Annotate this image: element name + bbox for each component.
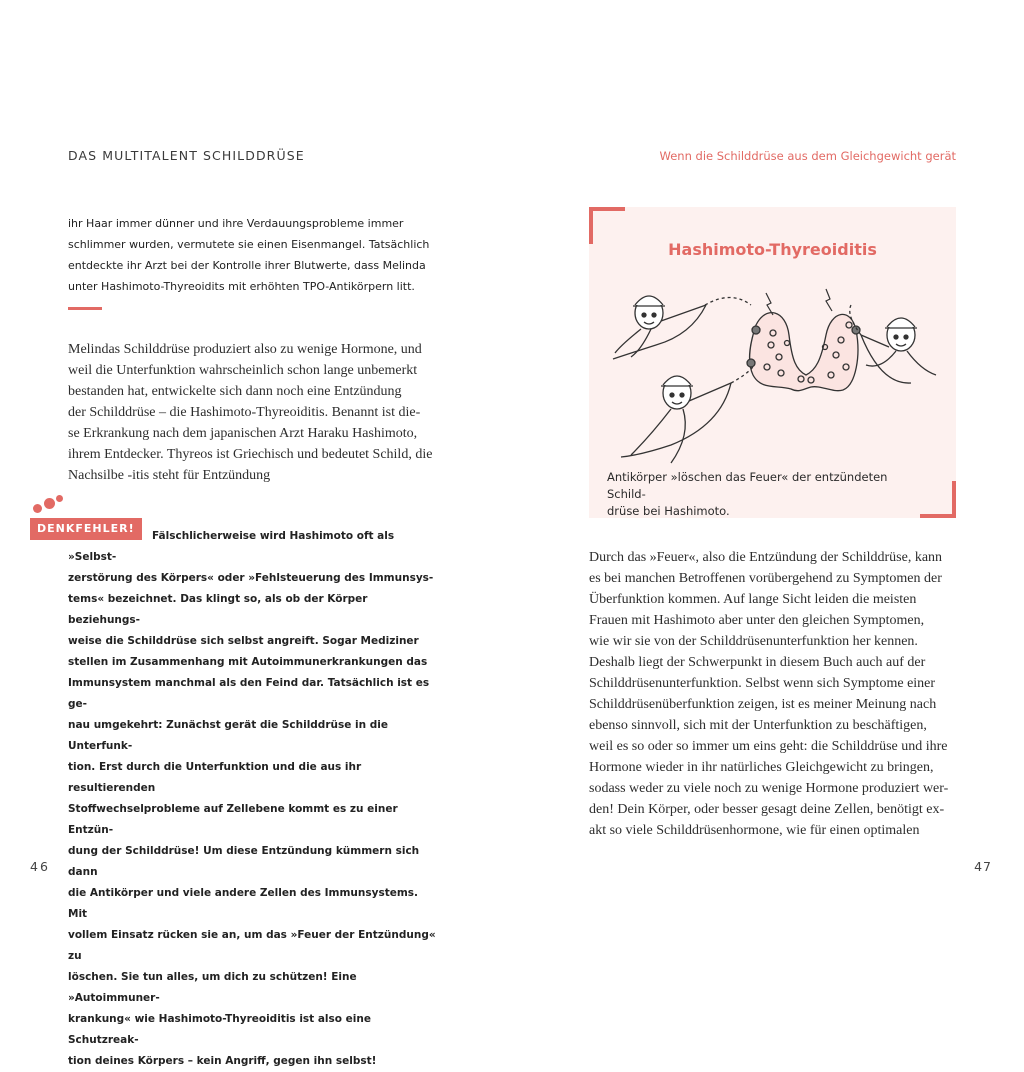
text-line-content: Fälschlicherweise wird Hashimoto oft als »Selbst- [68,530,395,563]
text-line: dung der Schilddrüse! Um diese Entzündung kümmern sich dann [68,845,420,878]
text-line: Hormone wieder in ihr natürliches Gleichgewicht zu bringen, [589,760,934,775]
text-line: Schilddrüsenüberfunktion zeigen, ist es meiner Meinung nach [589,697,937,712]
body-paragraph-left [68,339,440,486]
caption-line: drüse bei Hashimoto. [607,504,730,518]
text-line: bestanden hat, entwickelte sich dann noch eine Entzündung [68,384,402,399]
text-line: schlimmer wurden, vermutete sie einen Eisenmangel. Tatsächlich [68,238,430,251]
text-line: der Schilddrüse – die Hashimoto-Thyreoiditis. Benannt ist die- [68,405,421,420]
text-line: unter Hashimoto-Thyreoidits mit erhöhten TPO-Antikörpern litt. [68,280,415,293]
text-line: Stoffwechselprobleme auf Zellebene kommt es zu einer Entzün- [68,803,398,836]
text-line: Überfunktion kommen. Auf lange Sicht leiden die meisten [589,592,917,607]
text-line: akt so viele Schilddrüsenhormone, wie für einen optimalen [589,823,920,838]
text-line: Frauen mit Hashimoto aber unter den gleichen Symptomen, [589,613,925,628]
running-head-right: Wenn die Schilddrüse aus dem Gleichgewicht gerät [659,149,956,163]
text-line: zerstörung des Körpers« oder »Fehlsteuerung des Immunsys- [68,572,434,584]
text-line: Durch das »Feuer«, also die Entzündung der Schilddrüse, kann [589,550,943,565]
info-box [589,207,956,518]
body-paragraph-right [589,547,959,841]
text-line: Immunsystem manchmal als den Feind dar. Tatsächlich ist es ge- [68,677,430,710]
text-line: stellen im Zusammenhang mit Autoimmunerkrankungen das [68,656,428,668]
text-line: vollem Einsatz rücken sie an, um das »Feuer der Entzündung« zu [68,929,436,962]
text-line: krankung« wie Hashimoto-Thyreoiditis ist also eine Schutzreak- [68,1013,371,1046]
page-number-left: 46 [30,859,50,874]
text-line: ihr Haar immer dünner und ihre Verdauungsprobleme immer [68,217,404,230]
antibody-character-icon [631,367,753,463]
text-line: den! Dein Körper, oder besser gesagt deine Zellen, benötigt ex- [589,802,945,817]
denkfehler-tag: DENKFEHLER! [30,518,142,540]
intro-paragraph [68,213,448,297]
text-line: weil die Unterfunktion wahrscheinlich schon lange unbemerkt [68,363,418,378]
page-number-right: 47 [974,859,992,874]
text-line: die Antikörper und viele andere Zellen des Immunsystems. Mit [68,887,419,920]
thyroid-illustration [611,275,941,465]
text-line: weil es so oder so immer um eins geht: die Schilddrüse und ihre [589,739,948,754]
accent-divider [68,307,102,310]
text-line: Melindas Schilddrüse produziert also zu wenige Hormone, und [68,342,422,357]
denkfehler-paragraph [68,526,440,1072]
text-line: tion deines Körpers – kein Angriff, gegen ihn selbst! [68,1055,377,1067]
text-line: tems« bezeichnet. Das klingt so, als ob der Körper beziehungs- [68,593,368,626]
text-line: Nachsilbe -itis steht für Entzündung [68,468,271,483]
text-line: ihrem Entdecker. Thyreos ist Griechisch und bedeutet Schild, die [68,447,433,462]
figure-caption [607,469,929,520]
text-line [68,526,440,568]
text-line: se Erkrankung nach dem japanischen Arzt Haraku Hashimoto, [68,426,418,441]
text-line: weise die Schilddrüse sich selbst angreift. Sogar Mediziner [68,635,419,647]
thyroid-gland-icon [747,313,860,391]
text-line: tion. Erst durch die Unterfunktion und die aus ihr resultierenden [68,761,362,794]
caption-line: Antikörper »löschen das Feuer« der entzündeten Schild- [607,470,888,501]
running-head-left: DAS MULTITALENT SCHILDDRÜSE [68,148,305,163]
text-line: nau umgekehrt: Zunächst gerät die Schilddrüse in die Unterfunk- [68,719,388,752]
text-line: sodass weder zu viele noch zu wenige Hormone produziert wer- [589,781,949,796]
info-box-title: Hashimoto-Thyreoiditis [668,240,877,259]
text-line: wie wir sie von der Schilddrüsenunterfunktion her kennen. [589,634,918,649]
text-line: ebenso sinnvoll, sich mit der Unterfunktion zu beschäftigen, [589,718,927,733]
text-line: entdeckte ihr Arzt bei der Kontrolle ihrer Blutwerte, dass Melinda [68,259,426,272]
text-line: löschen. Sie tun alles, um dich zu schützen! Eine »Autoimmuner- [68,971,357,1004]
text-line: Schilddrüsenunterfunktion. Selbst wenn sich Symptome einer [589,676,936,691]
text-line: Deshalb liegt der Schwerpunkt in diesem Buch auch auf der [589,655,926,670]
text-line: es bei manchen Betroffenen vorübergehend zu Symptomen der [589,571,942,586]
antibody-character-icon [615,296,751,357]
